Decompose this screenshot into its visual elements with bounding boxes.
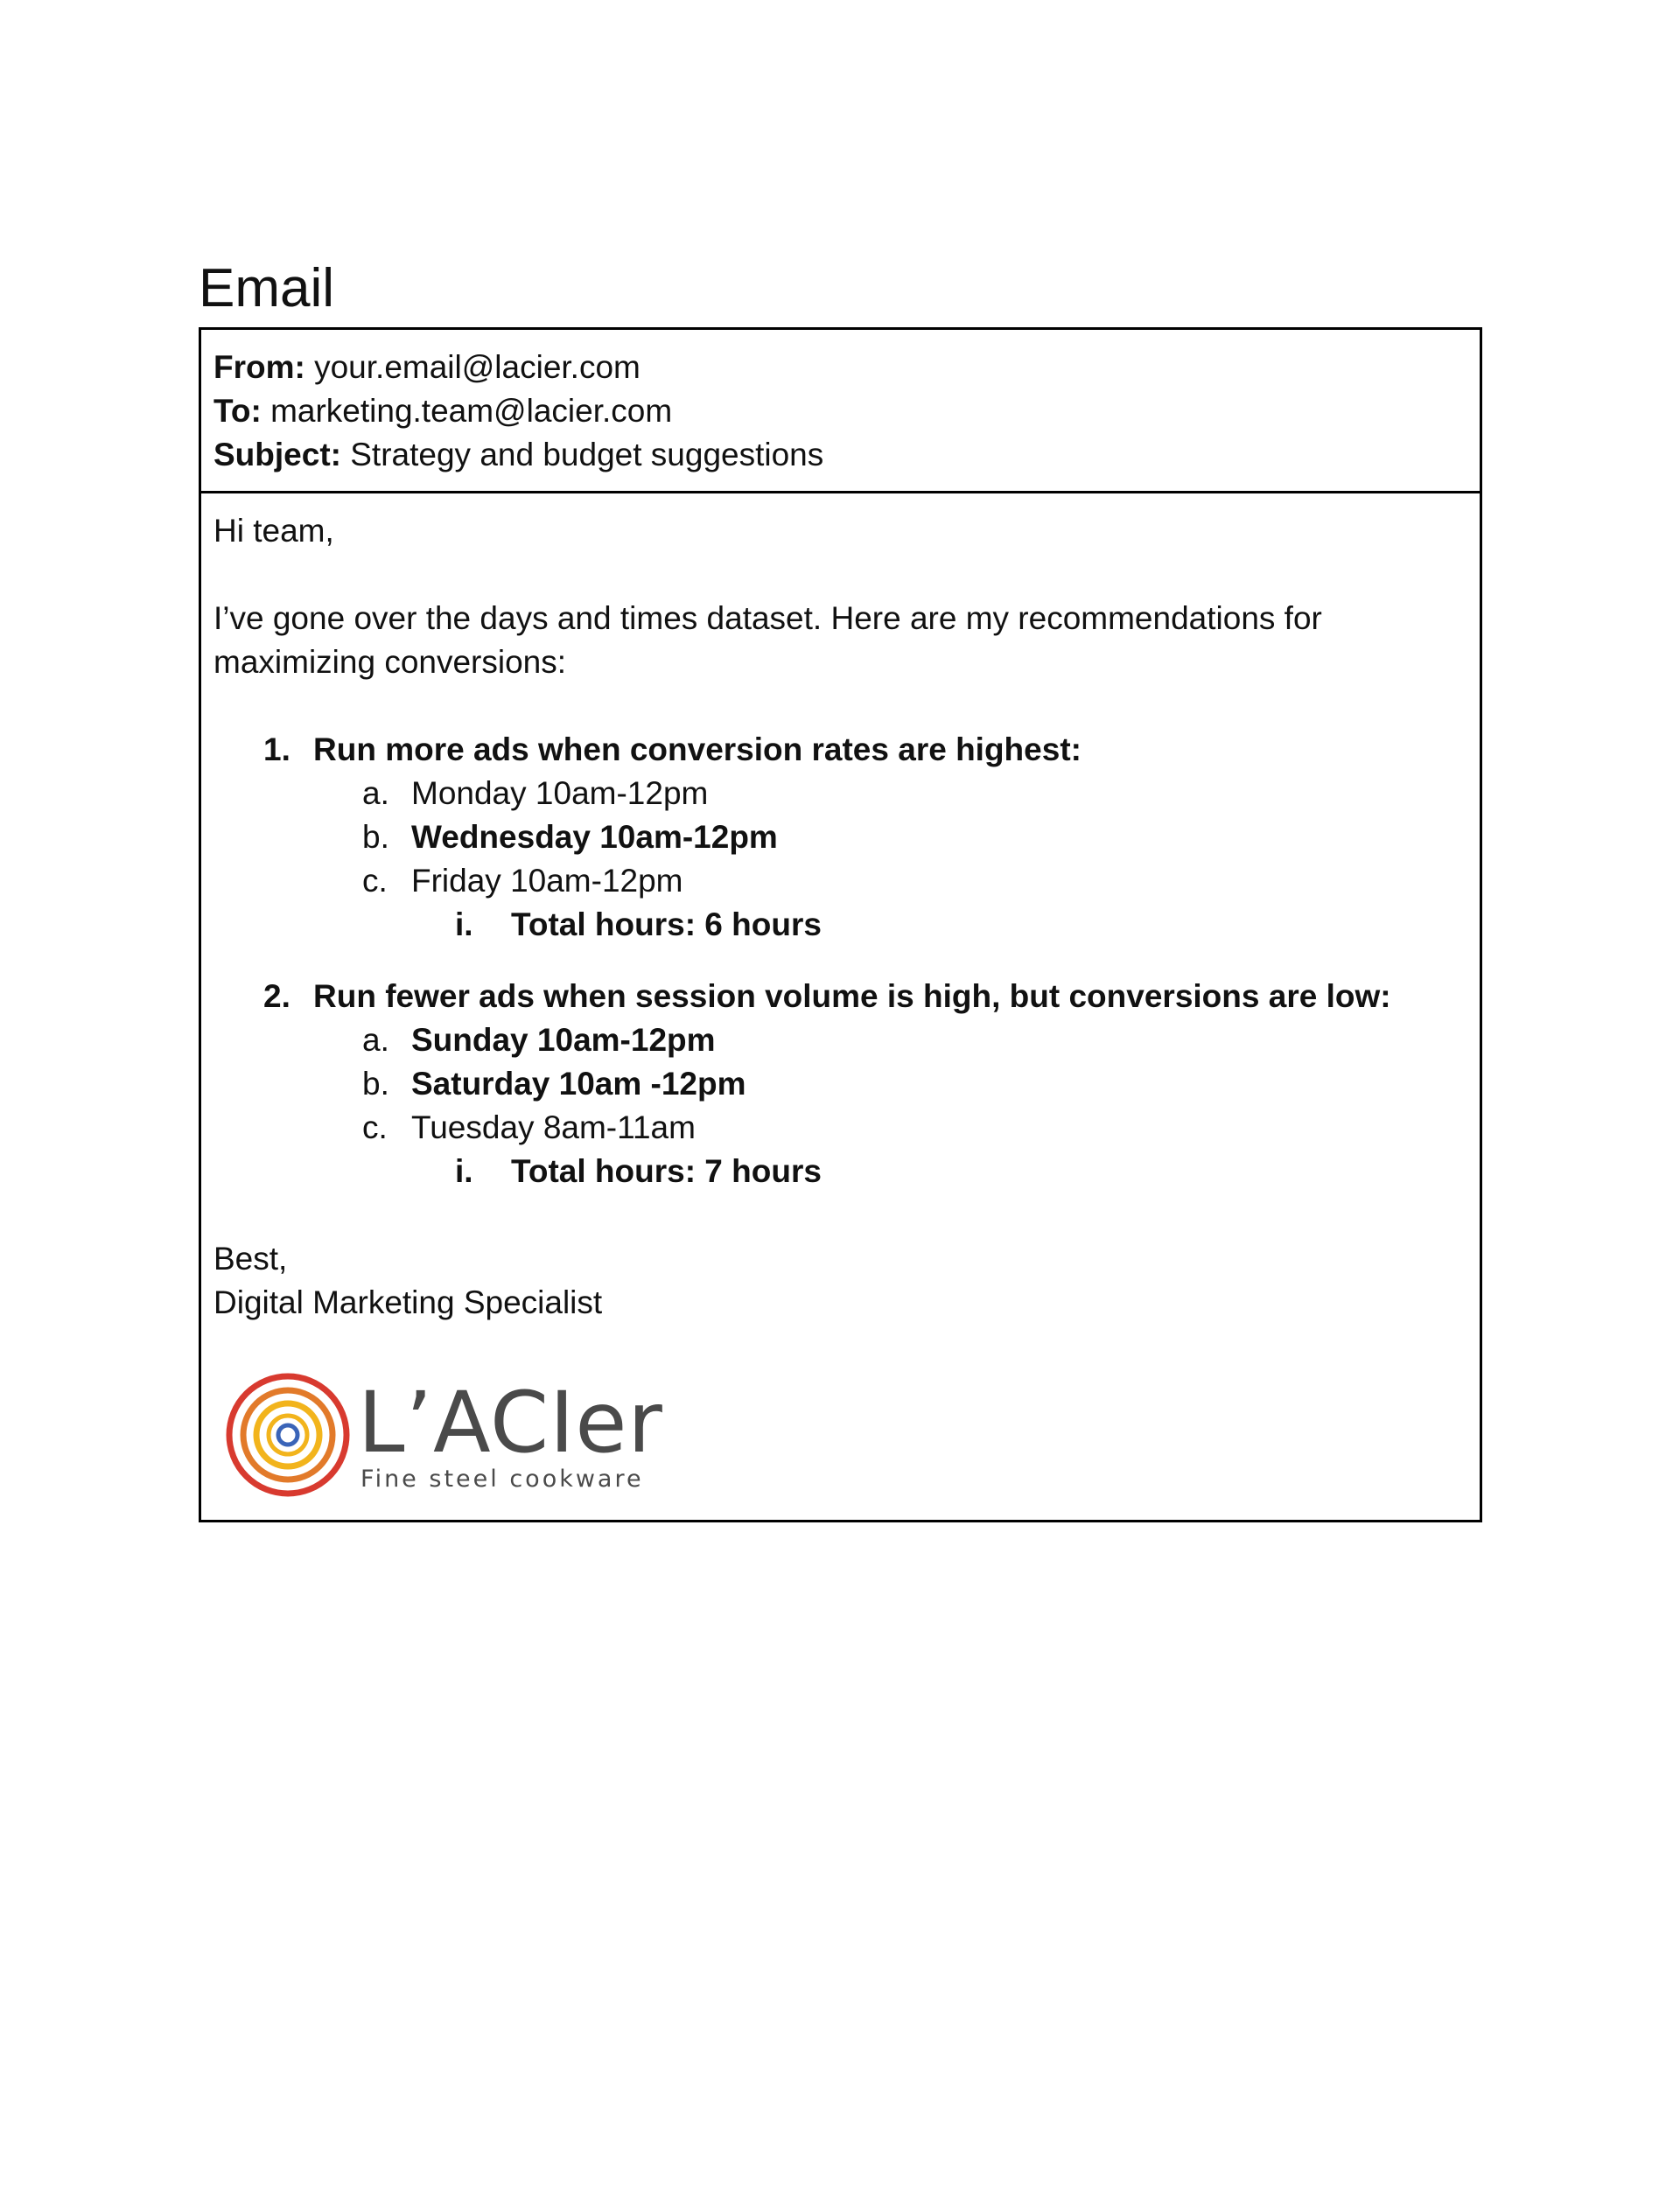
from-label: From: <box>214 349 305 385</box>
recommendation-number: 1. <box>263 731 290 767</box>
list-marker: a. <box>362 775 389 811</box>
email-body <box>201 493 1480 1325</box>
list-item-text: Tuesday 8am-11am <box>411 1109 696 1145</box>
subject-line <box>214 433 1480 477</box>
to-value: marketing.team@lacier.com <box>270 393 673 429</box>
greeting: Hi team, <box>214 513 334 549</box>
subject-value: Strategy and budget suggestions <box>350 437 824 472</box>
total-hours-1 <box>214 903 1480 947</box>
recommendation-2 <box>214 975 1480 1018</box>
to-label: To: <box>214 393 262 429</box>
to-line <box>214 389 1480 433</box>
recommendation-number: 2. <box>263 978 290 1014</box>
logo-ring-3 <box>256 1403 319 1466</box>
logo-wordmark: L’ACIer <box>358 1374 663 1472</box>
list-item-text: Sunday 10am-12pm <box>411 1022 716 1058</box>
list-item <box>214 815 1480 859</box>
recommendation-1 <box>214 728 1480 772</box>
page-title: Email <box>199 258 335 318</box>
recommendation-heading: Run more ads when conversion rates are highest: <box>313 731 1082 767</box>
signoff: Best, <box>214 1241 288 1277</box>
list-item-text: Friday 10am-12pm <box>411 863 683 899</box>
from-value: your.email@lacier.com <box>314 349 640 385</box>
list-item <box>214 1062 1480 1106</box>
logo-ring-outer <box>229 1376 346 1494</box>
list-item-text: Saturday 10am -12pm <box>411 1066 746 1102</box>
recommendation-heading: Run fewer ads when session volume is high, but conversions are low: <box>313 978 1391 1014</box>
email-header <box>201 330 1480 493</box>
list-marker: i. <box>455 906 473 942</box>
list-marker: b. <box>362 819 389 855</box>
list-marker: a. <box>362 1022 389 1058</box>
list-item <box>214 859 1480 903</box>
logo-center <box>278 1425 298 1445</box>
list-item-text: Wednesday 10am-12pm <box>411 819 778 855</box>
list-item-text: Monday 10am-12pm <box>411 775 709 811</box>
lacier-logo <box>222 1369 747 1501</box>
list-item <box>214 772 1480 815</box>
list-marker: i. <box>455 1153 473 1189</box>
subject-label: Subject: <box>214 437 341 472</box>
list-item <box>214 1018 1480 1062</box>
signature: Digital Marketing Specialist <box>214 1284 603 1320</box>
total-hours-2 <box>214 1150 1480 1193</box>
total-hours-text: Total hours: 7 hours <box>511 1153 822 1189</box>
logo-tagline: Fine steel cookware <box>360 1466 644 1493</box>
total-hours-text: Total hours: 6 hours <box>511 906 822 942</box>
logo-ring-4 <box>269 1416 307 1454</box>
email-box <box>199 327 1482 1522</box>
list-marker: c. <box>362 1109 388 1145</box>
from-line <box>214 346 1480 389</box>
list-marker: b. <box>362 1066 389 1102</box>
intro-paragraph: I’ve gone over the days and times dataset. Here are my recommendations for maximizing conversions: <box>214 600 1322 680</box>
list-marker: c. <box>362 863 388 899</box>
list-item <box>214 1106 1480 1150</box>
